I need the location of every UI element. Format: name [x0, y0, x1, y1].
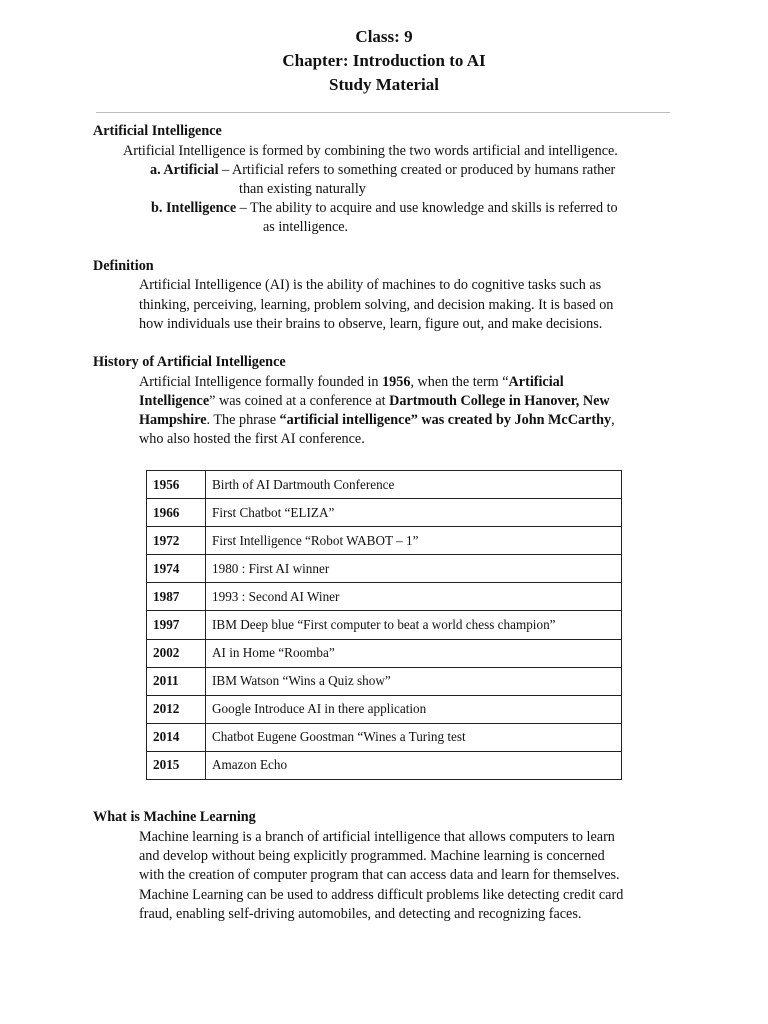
history-line: who also hosted the first AI conference. — [139, 431, 365, 447]
table-row — [147, 751, 622, 779]
year-cell: 1974 — [147, 555, 206, 583]
event-cell: Chatbot Eugene Goostman “Wines a Turing test — [206, 723, 622, 751]
year-cell: 1987 — [147, 583, 206, 611]
table-row — [147, 611, 622, 639]
history-heading: History of Artificial Intelligence — [93, 354, 286, 370]
history-bold: Artificial — [508, 374, 564, 390]
definition-line: how individuals use their brains to observe, learn, figure out, and make decisions. — [139, 316, 603, 332]
chapter-title: Chapter: Introduction to AI — [282, 51, 486, 70]
event-cell: AI in Home “Roomba” — [206, 639, 622, 667]
history-bold: Hampshire — [139, 412, 207, 428]
history-line — [139, 392, 610, 412]
history-text: , — [611, 412, 615, 428]
ai-item-a-label: a. Artificial — [150, 162, 219, 178]
event-cell: First Chatbot “ELIZA” — [206, 499, 622, 527]
material-title: Study Material — [328, 75, 440, 94]
history-text: Artificial Intelligence formally founded in — [139, 374, 383, 390]
definition-heading: Definition — [93, 258, 154, 274]
history-bold: Dartmouth College in Hanover, New — [389, 393, 610, 409]
table-row — [147, 555, 622, 583]
history-bold: 1956 — [382, 374, 411, 390]
history-line — [139, 411, 615, 431]
history-text: ” was coined at a conference at — [209, 393, 390, 409]
year-cell: 2011 — [147, 667, 206, 695]
ml-line: and develop without being explicitly programmed. Machine learning is concerned — [139, 848, 605, 864]
ml-line: Machine Learning can be used to address difficult problems like detecting credit card — [139, 887, 624, 903]
year-cell: 1956 — [147, 471, 206, 499]
event-cell: Google Introduce AI in there application — [206, 695, 622, 723]
table-row — [147, 583, 622, 611]
ai-item-b-label: b. Intelligence — [151, 200, 237, 216]
ai-item-b — [151, 199, 618, 219]
ai-intro: Artificial Intelligence is formed by combining the two words artificial and intelligence. — [123, 143, 618, 159]
history-bold: Intelligence — [139, 393, 210, 409]
history-bold: “artificial intelligence” was created by John McCarthy — [279, 412, 612, 428]
definition-line: thinking, perceiving, learning, problem solving, and decision making. It is based on — [139, 297, 614, 313]
table-row — [147, 695, 622, 723]
event-cell: Amazon Echo — [206, 751, 622, 779]
definition-line: Artificial Intelligence (AI) is the ability of machines to do cognitive tasks such as — [139, 277, 602, 293]
event-cell: First Intelligence “Robot WABOT – 1” — [206, 527, 622, 555]
year-cell: 1972 — [147, 527, 206, 555]
ai-item-b-text: – The ability to acquire and use knowledge and skills is referred to — [236, 200, 618, 216]
table-row — [147, 723, 622, 751]
ml-heading: What is Machine Learning — [93, 809, 256, 825]
ai-item-a-text: – Artificial refers to something created or produced by humans rather — [218, 162, 616, 178]
history-line — [139, 373, 564, 393]
ml-line: fraud, enabling self-driving automobiles, and detecting and recognizing faces. — [139, 906, 582, 922]
ai-item-a-cont: than existing naturally — [239, 181, 366, 197]
year-cell: 2014 — [147, 723, 206, 751]
class-title: Class: 9 — [355, 27, 413, 46]
table-row — [147, 499, 622, 527]
year-cell: 1997 — [147, 611, 206, 639]
table-row — [147, 527, 622, 555]
table-row — [147, 471, 622, 499]
table-row — [147, 639, 622, 667]
table-row — [147, 667, 622, 695]
ai-item-b-cont: as intelligence. — [263, 219, 349, 235]
header-divider — [96, 112, 670, 113]
ai-item-a — [150, 161, 615, 181]
year-cell: 2015 — [147, 751, 206, 779]
history-text: . The phrase — [206, 412, 280, 428]
ml-line: with the creation of computer program that can access data and learn for themselves. — [139, 867, 620, 883]
year-cell: 2012 — [147, 695, 206, 723]
event-cell: Birth of AI Dartmouth Conference — [206, 471, 622, 499]
ai-heading: Artificial Intelligence — [93, 123, 222, 139]
year-cell: 1966 — [147, 499, 206, 527]
event-cell: IBM Watson “Wins a Quiz show” — [206, 667, 622, 695]
event-cell: 1980 : First AI winner — [206, 555, 622, 583]
history-text: , when the term “ — [410, 374, 509, 390]
history-timeline-table — [146, 470, 622, 780]
year-cell: 2002 — [147, 639, 206, 667]
event-cell: 1993 : Second AI Winer — [206, 583, 622, 611]
ml-line: Machine learning is a branch of artificial intelligence that allows computers to learn — [139, 829, 615, 845]
event-cell: IBM Deep blue “First computer to beat a world chess champion” — [206, 611, 622, 639]
